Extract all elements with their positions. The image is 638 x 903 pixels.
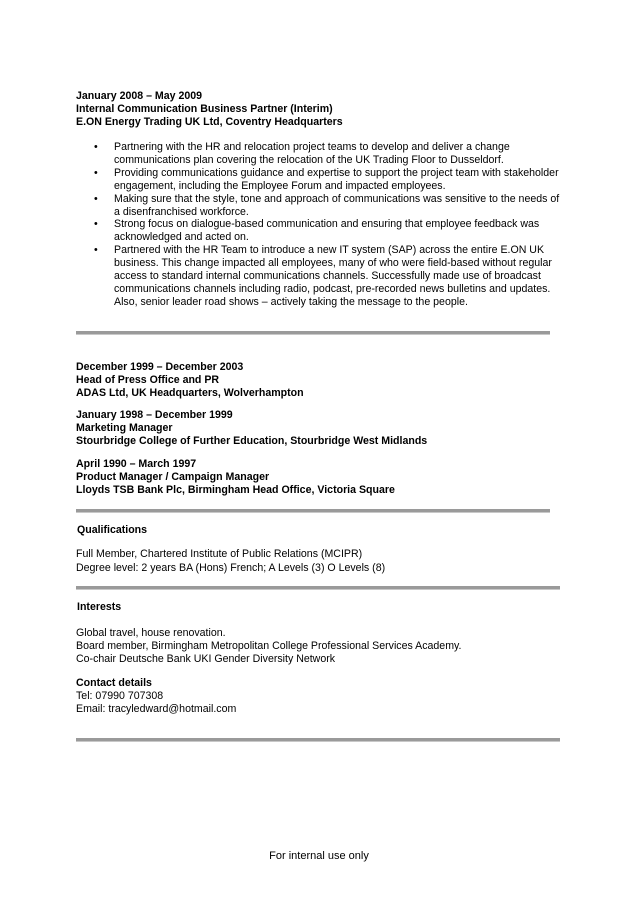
qualification-line: Degree level: 2 years BA (Hons) French; A Levels (3) O Levels (8) — [76, 562, 386, 574]
job1-title: Internal Communication Business Partner (Interim) — [76, 103, 333, 115]
list-item — [90, 193, 560, 219]
qualifications-heading: Qualifications — [77, 524, 148, 536]
list-item — [90, 244, 560, 309]
list-item — [90, 218, 560, 244]
section-divider — [76, 738, 560, 742]
list-item — [90, 167, 560, 193]
job2-company: ADAS Ltd, UK Headquarters, Wolverhampton — [76, 387, 304, 399]
bullet-icon: • — [94, 166, 98, 179]
job4-title: Product Manager / Campaign Manager — [76, 471, 270, 483]
list-item — [90, 141, 560, 167]
bullet-icon: • — [94, 192, 98, 205]
bullet-text: Partnering with the HR and relocation project teams to develop and deliver a change communications plan covering the relocation of the UK Trading Floor to Dusseldorf. — [114, 141, 510, 166]
bullet-text: Making sure that the style, tone and approach of communications was sensitive to the needs of a disenfranchised workforce. — [114, 192, 560, 218]
bullet-icon: • — [94, 218, 98, 231]
job3-title: Marketing Manager — [76, 422, 173, 434]
job2-title: Head of Press Office and PR — [76, 374, 220, 386]
bullet-icon: • — [94, 244, 98, 257]
interest-line: Global travel, house renovation. — [76, 627, 226, 639]
contact-email: Email: tracyledward@hotmail.com — [76, 703, 237, 715]
section-divider — [76, 586, 560, 590]
job4-company: Lloyds TSB Bank Plc, Birmingham Head Office, Victoria Square — [76, 484, 395, 496]
bullet-text: Strong focus on dialogue-based communication and ensuring that employee feedback was acknowledged and acted on. — [114, 218, 540, 244]
job2-dates: December 1999 – December 2003 — [76, 361, 244, 373]
bullet-text: Providing communications guidance and expertise to support the project team with stakeholder engagement, including the Employee Forum and impacted employees. — [114, 166, 559, 192]
job3-company: Stourbridge College of Further Education, Stourbridge West Midlands — [76, 435, 428, 447]
contact-tel: Tel: 07990 707308 — [76, 690, 164, 702]
interest-line: Board member, Birmingham Metropolitan College Professional Services Academy. — [76, 640, 462, 652]
section-divider — [76, 331, 550, 335]
bullet-text: Partnered with the HR Team to introduce a new IT system (SAP) across the entire E.ON UK business. This change impacted all employees, many of who were field-based without regular access to standard internal communications channels. Successfully made use of broadcast communications channels including radio, podcast, pre-recorded news bulletins and updates. Also, senior leader road shows – actively taking the message to the people. — [114, 244, 552, 308]
job3-dates: January 1998 – December 1999 — [76, 409, 233, 421]
interests-heading: Interests — [77, 601, 122, 613]
job1-company: E.ON Energy Trading UK Ltd, Coventry Headquarters — [76, 116, 343, 128]
job1-dates: January 2008 – May 2009 — [76, 90, 203, 102]
job4-dates: April 1990 – March 1997 — [76, 458, 197, 470]
qualification-line: Full Member, Chartered Institute of Public Relations (MCIPR) — [76, 548, 363, 560]
page-footer: For internal use only — [269, 850, 369, 862]
interest-line: Co-chair Deutsche Bank UKI Gender Diversity Network — [76, 653, 336, 665]
section-divider — [76, 509, 550, 513]
job1-bullet-list — [90, 141, 560, 309]
contact-heading: Contact details — [76, 677, 152, 689]
bullet-icon: • — [94, 141, 98, 153]
